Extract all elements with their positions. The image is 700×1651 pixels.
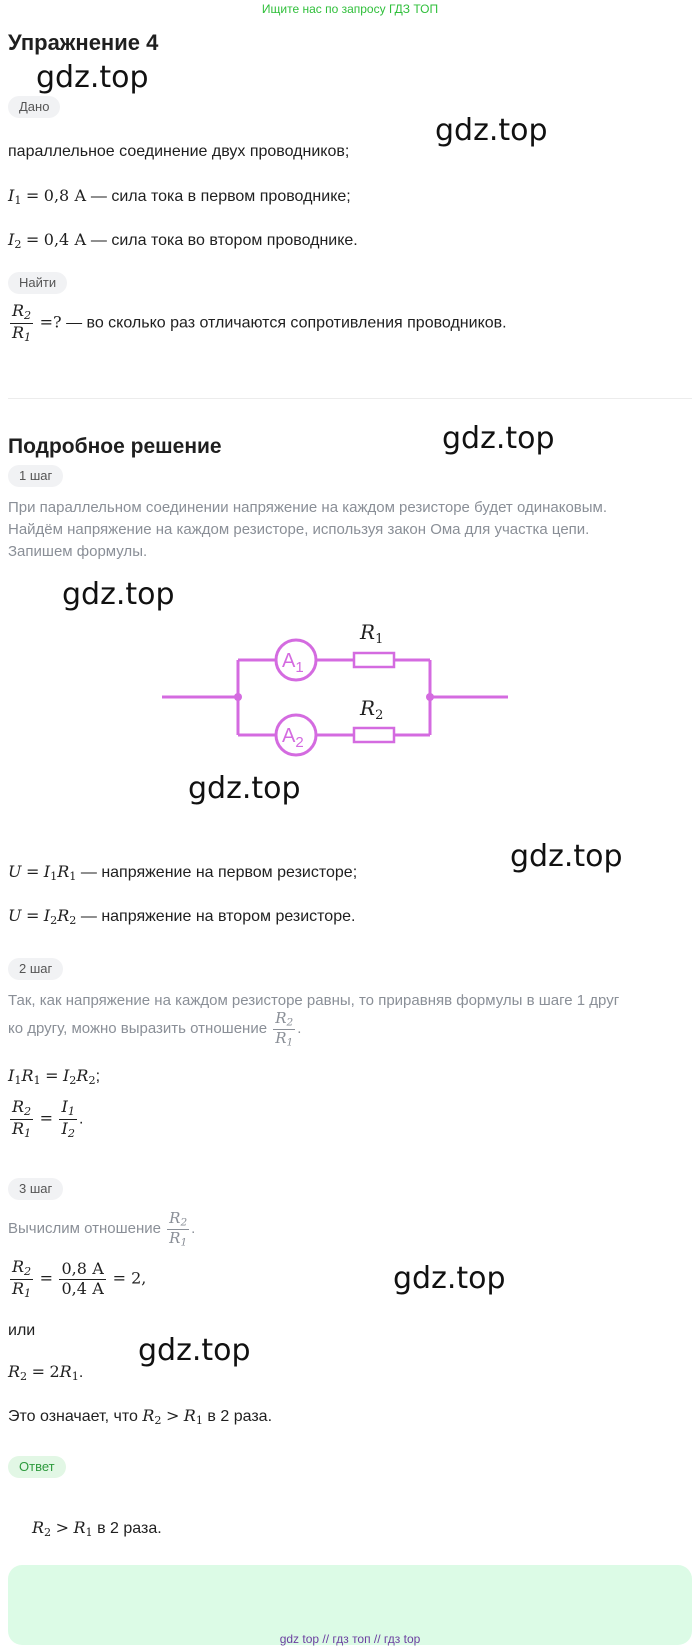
given-line: параллельное соединение двух проводников; — [8, 143, 350, 160]
conclusion: Это означает, что $R_2 > R_1$ в 2 раза. — [8, 1406, 273, 1427]
find-text: — во сколько раз отличаются сопротивления проводников. — [66, 314, 507, 332]
search-banner[interactable]: Ищите нас по запросу ГДЗ ТОП — [261, 2, 439, 16]
circuit-diagram — [150, 615, 520, 770]
watermark: gdz.top — [188, 771, 301, 806]
footer-links[interactable]: gdz top // гдз топ // гдз top — [279, 1632, 421, 1646]
resistor-1 — [354, 653, 394, 667]
given-current-1: $I_1 = 0,8$ А — сила тока в первом проводнике; — [8, 186, 351, 207]
step2-line: Так, как напряжение на каждом резисторе равны, то приравняв формулы в шаге 1 друг — [8, 992, 620, 1009]
ratio-fraction: $\frac{R_2}{R_1}$ — [12, 1097, 32, 1140]
watermark: gdz.top — [36, 60, 149, 95]
watermark: gdz.top — [435, 113, 548, 148]
equation-u2: $U = I_2R_2$ — напряжение на втором резисторе. — [8, 906, 356, 927]
step3-pill: 3 шаг — [8, 1178, 63, 1200]
watermark: gdz.top — [393, 1261, 506, 1296]
watermark: gdz.top — [510, 839, 623, 874]
ratio-fraction: $\frac{R_2}{R_1}$ — [12, 301, 32, 344]
equation-r2: $R_2 = 2R_1$. — [8, 1362, 84, 1383]
resistor-1-label: $R_1$ — [360, 620, 384, 647]
section-divider — [8, 398, 692, 399]
resistor-2-label: $R_2$ — [360, 696, 384, 723]
ammeter-2-label: $A_2$ — [282, 725, 304, 751]
current-fraction: $\frac{I_1}{I_2}$ — [61, 1097, 75, 1140]
watermark: gdz.top — [442, 421, 555, 456]
solution-title: Подробное решение — [8, 435, 222, 458]
equation-u1: $U = I_1R_1$ — напряжение на первом резисторе; — [8, 862, 358, 883]
watermark: gdz.top — [62, 577, 175, 612]
page-title: Упражнение 4 — [8, 30, 159, 55]
or-text: или — [8, 1322, 36, 1339]
step2-pill: 2 шаг — [8, 958, 63, 980]
i1-value: 0,8 А — [43, 186, 87, 205]
answer-pill: Ответ — [8, 1456, 66, 1478]
equation-equal: $I_1R_1 = I_2R_2$; — [8, 1066, 101, 1087]
step3-line: Вычислим отношение $\frac{R_2}{R_1}$ . — [8, 1209, 196, 1249]
step1-line: Запишем формулы. — [8, 543, 148, 560]
ratio-fraction: $\frac{R_2}{R_1}$ — [275, 1009, 294, 1049]
step1-line: При параллельном соединении напряжение на каждом резисторе будет одинаковым. — [8, 499, 608, 516]
u1-text: — напряжение на первом резисторе; — [80, 864, 358, 881]
step2-line: ко другу, можно выразить отношение $\frac{R_2}{R_1}$ . — [8, 1009, 302, 1049]
watermark: gdz.top — [138, 1333, 251, 1368]
given-current-2: $I_2 = 0,4$ А — сила тока во втором проводнике. — [8, 230, 358, 251]
given-pill: Дано — [8, 96, 60, 118]
find-line: $\frac{R_2}{R_1}$ =? — во сколько раз отличаются сопротивления проводников. — [12, 301, 507, 344]
junction-left — [234, 693, 242, 701]
ratio-fraction: $\frac{R_2}{R_1}$ — [12, 1257, 32, 1300]
ammeter-1-label: $A_1$ — [282, 650, 304, 676]
i1-text: — сила тока в первом проводнике; — [90, 188, 351, 205]
u2-text: — напряжение на втором резисторе. — [80, 908, 356, 925]
answer-text: $R_2 > R_1$ в 2 раза. — [32, 1518, 162, 1539]
step1-pill: 1 шаг — [8, 465, 63, 487]
resistor-2 — [354, 728, 394, 742]
i2-value: 0,4 А — [43, 230, 87, 249]
step1-line: Найдём напряжение на каждом резисторе, используя закон Ома для участка цепи. — [8, 521, 590, 538]
equation-ratio: $\frac{R_2}{R_1}$ = $\frac{I_1}{I_2}$ . — [12, 1097, 84, 1140]
equation-calc: $\frac{R_2}{R_1}$ = $\frac{0,8 А}{0,4 А}$ = 2, — [12, 1257, 147, 1300]
i2-text: — сила тока во втором проводнике. — [90, 232, 358, 249]
value-fraction: $\frac{0,8 А}{0,4 А}$ — [61, 1259, 105, 1298]
junction-right — [426, 693, 434, 701]
ratio-fraction: $\frac{R_2}{R_1}$ — [169, 1209, 188, 1249]
find-pill: Найти — [8, 272, 67, 294]
